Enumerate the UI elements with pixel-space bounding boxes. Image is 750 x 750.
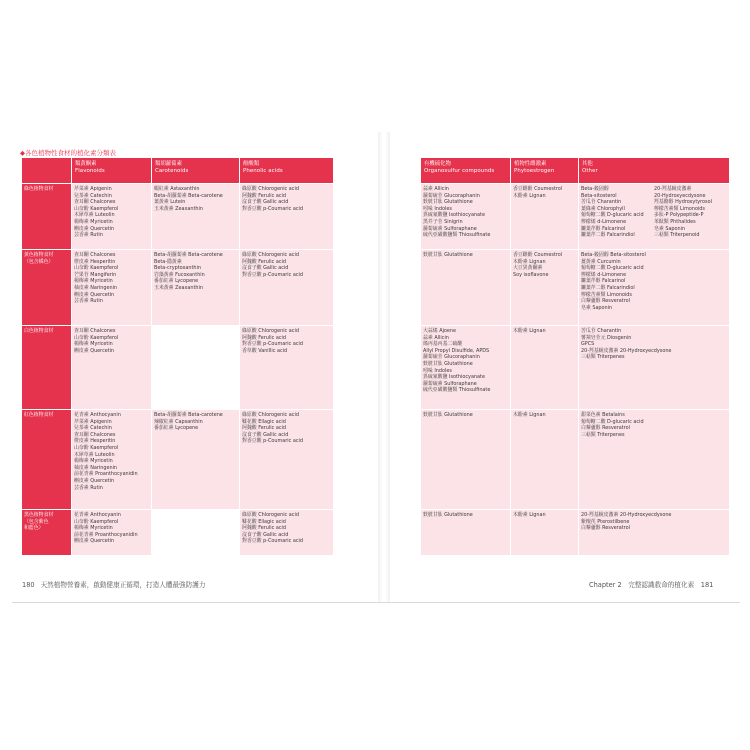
compound-entry: 沒食子酸 Gallic acid	[242, 531, 289, 538]
compound-entry: 山奈酚 Kaempferol	[74, 444, 119, 451]
compound-entry: 對香豆酸 p-Coumaric acid	[242, 438, 304, 445]
compound-entry: 甜菜色素 Betalains	[581, 412, 625, 418]
flavonoids-cell	[72, 184, 152, 250]
table-row	[421, 250, 730, 326]
row-label	[22, 250, 72, 326]
compound-entry: Beta-sitosterol	[581, 192, 617, 199]
row-label	[22, 410, 72, 510]
compound-entry: 芒果苷 Mangiferin	[74, 271, 117, 278]
compound-entry: 鐮葉芹醇 Falcarinol	[581, 278, 626, 285]
compound-entry: 槲皮素 Quercetin	[74, 538, 115, 545]
compound-entry: 黑芥子苷 Sinigrin	[423, 218, 463, 225]
header-carotenoids: 類胡蘿蔔素 Carotenoids	[152, 158, 240, 184]
compound-entry: 辣椒紅素 Capsanthin	[154, 418, 203, 425]
right-header-row	[421, 158, 730, 184]
compound-entry: 番茄紅素 Lycopene	[154, 278, 199, 285]
compound-entry: 葉黃素 Lutein	[154, 199, 186, 206]
row-label-line: （包含紫色	[24, 518, 49, 525]
compound-entry: 白藜蘆醇 Resveratrol	[581, 525, 630, 532]
compound-entry: 柚皮素 Naringenin	[74, 464, 118, 471]
compound-entry: 芸香素 Rutin	[74, 298, 103, 305]
compound-entry: 蝦紅素 Astaxanthin	[154, 186, 200, 192]
compound-entry: Beta-穀固醇	[581, 186, 609, 192]
compound-entry: 20-Hydroxyecdysone	[654, 192, 706, 199]
compound-entry: 硫代亞磺酸鹽類 Thiosulfinate	[423, 387, 491, 394]
header-phenolic-acids: 酚酸類 Phenolic acids	[240, 158, 334, 184]
other-cell	[579, 326, 730, 410]
compound-entry: 異硫氰酸鹽 Isothiocyanate	[423, 212, 485, 219]
compound-entry: 橙皮素 Hesperitin	[74, 438, 116, 445]
phytoestrogen-cell	[511, 510, 579, 556]
compound-entry: 橙皮素 Hesperitin	[74, 258, 116, 265]
table-row	[421, 184, 730, 250]
compound-entry: 烯丙基丙基二硫醚	[423, 341, 463, 348]
compound-entry: 槲皮素 Quercetin	[74, 477, 115, 484]
compound-entry: 三萜類 Triterpenes	[581, 431, 625, 438]
compound-entry: 綠原酸 Chlorogenic acid	[242, 328, 299, 334]
header-other: 其他 Other	[579, 158, 730, 184]
carotenoids-cell	[152, 410, 240, 510]
compound-entry: 綠原酸 Chlorogenic acid	[242, 186, 299, 192]
phytoestrogen-cell	[511, 326, 579, 410]
compound-entry: Beta-胡蘿蔔素 Beta-carotene	[154, 252, 223, 258]
row-label-line: 白色植物食材	[24, 328, 54, 334]
page-number-left: 180	[22, 581, 35, 589]
compound-entry: 阿魏酸 Ferulic acid	[242, 334, 287, 341]
carotenoids-cell	[152, 510, 240, 556]
row-label-line: 紅色植物食材	[24, 412, 54, 418]
compound-entry: 芸香素 Rutin	[74, 232, 103, 239]
compound-entry: GPCS	[581, 341, 595, 348]
organosulfur-cell	[421, 184, 511, 250]
compound-entry: 皂素 Saponin	[581, 304, 613, 311]
compound-entry: 苦瓜苷 Charantin	[581, 199, 622, 206]
other-cell	[579, 510, 730, 556]
compound-entry: 查耳酮 Chalcones	[74, 328, 116, 334]
footer-left-text: 天然植物營養素，啟動健康正循環，打造人體最強防護力	[40, 581, 206, 589]
row-label-line: 綠色植物食材	[24, 186, 54, 192]
compound-entry: 沒食子酸 Gallic acid	[242, 265, 289, 272]
row-label	[22, 510, 72, 556]
compound-entry: 皂素 Saponin	[654, 225, 686, 232]
compound-entry: 葡萄糖二酸 D-glucaric acid	[581, 418, 644, 425]
table-row	[22, 510, 334, 556]
compound-entry: 三萜類 Triterpenoid	[654, 232, 700, 239]
compound-entry: 葡萄糖二酸 D-glucaric acid	[581, 212, 644, 219]
phenolic-cell	[240, 410, 334, 510]
compound-entry: 木酚素 Lignan	[513, 192, 546, 199]
compound-entry: 檸檬烯 d-Limonene	[581, 271, 627, 278]
left-header-row	[22, 158, 334, 184]
compound-entry: Beta-隱黃素	[154, 258, 182, 265]
carotenoids-cell	[152, 326, 240, 410]
compound-entry: 木酚素 Lignan	[513, 328, 546, 334]
footer-right-text: Chapter 2 完整認識救命的植化素	[589, 581, 695, 589]
header-organosulfur: 有機硫化物 Organosulfur compounds	[421, 158, 511, 184]
compound-entry: 楊梅素 Myricetin	[74, 218, 113, 225]
phenolic-cell	[240, 184, 334, 250]
compound-entry: 山奈酚 Kaempferol	[74, 265, 119, 272]
compound-entry: 前花青素 Proanthocyanidin	[74, 531, 138, 538]
compound-entry: 花青素 Anthocyanin	[74, 512, 121, 518]
compound-entry: 薑黃素 Curcumin	[581, 258, 621, 265]
compound-entry: 木酚素 Lignan	[513, 412, 546, 418]
compound-entry: 楊梅素 Myricetin	[74, 525, 113, 532]
compound-entry: 異硫氰酸鹽 Isothiocyanate	[423, 374, 485, 381]
compound-entry: 麩胱甘肽 Glutathione	[423, 252, 473, 258]
flavonoids-cell	[72, 510, 152, 556]
table-row	[421, 326, 730, 410]
left-corner-cell	[22, 158, 72, 184]
compound-entry: 硫代亞磺酸鹽類 Thiosulfinate	[423, 232, 491, 239]
compound-entry: 鐮葉芹二醇 Falcarindiol	[581, 284, 635, 291]
compound-entry: 蘿蔔硫苷 Glucoraphanin	[423, 192, 480, 199]
compound-entry: 檸檬烯 d-Limonene	[581, 218, 627, 225]
compound-entry: 檸檬苦素類 Limonoids	[654, 205, 705, 212]
compound-entry: 阿魏酸 Ferulic acid	[242, 525, 287, 532]
compound-entry: 鐮葉芹二醇 Falcarindiol	[581, 232, 635, 239]
compound-entry: 番茄紅素 Lycopene	[154, 425, 199, 432]
compound-entry: 槲皮素 Quercetin	[74, 225, 115, 232]
left-phytochemical-table	[21, 157, 334, 556]
page-number-right: 181	[700, 581, 714, 589]
compound-entry: 對香豆酸 p-Coumaric acid	[242, 538, 304, 545]
compound-entry: 山奈酚 Kaempferol	[74, 518, 119, 525]
organosulfur-cell	[421, 250, 511, 326]
compound-entry: 大豆異黃酮素	[513, 265, 543, 272]
compound-entry: 兒茶素 Catechin	[74, 192, 112, 199]
compound-entry: 阿魏酸 Ferulic acid	[242, 425, 287, 432]
row-label	[22, 326, 72, 410]
compound-entry: Beta-胡蘿蔔素 Beta-carotene	[154, 192, 223, 199]
compound-entry: Beta-穀固醇 Beta-sitosterol	[581, 252, 646, 258]
phenolic-cell	[240, 510, 334, 556]
compound-entry: 蘿蔔硫苷 Glucoraphanin	[423, 354, 480, 361]
compound-entry: Beta-胡蘿蔔素 Beta-carotene	[154, 412, 223, 418]
compound-entry: 阿魏酸 Ferulic acid	[242, 258, 287, 265]
header-phytoestrogen: 植物性雌激素 Phytoestrogen	[511, 158, 579, 184]
compound-entry: 香豆雌酚 Coumestrol	[513, 252, 563, 258]
other-cell	[579, 184, 730, 250]
compound-entry: 沒食子酸 Gallic acid	[242, 431, 289, 438]
table-row	[22, 250, 334, 326]
compound-entry: 綠原酸 Chlorogenic acid	[242, 252, 299, 258]
compound-entry: 花青素 Anthocyanin	[74, 412, 121, 418]
compound-entry: 木犀草素 Luteolin	[74, 451, 115, 458]
compound-entry: 木酚素 Lignan	[513, 258, 546, 265]
compound-entry: 香草酸 Vanillic acid	[242, 347, 288, 354]
compound-entry: 白藜蘆醇 Resveratrol	[581, 425, 630, 432]
compound-entry: 紫檀芪 Pterostilbene	[581, 518, 630, 525]
organosulfur-cell	[421, 326, 511, 410]
compound-entry: 芸香素 Rutin	[74, 484, 103, 491]
compound-entry: 香豆雌酚 Coumestrol	[513, 186, 563, 192]
phytoestrogen-cell	[511, 410, 579, 510]
compound-entry: 楊梅素 Myricetin	[74, 341, 113, 348]
compound-entry: 羥基酪醇 Hydroxytyrosol	[654, 199, 712, 206]
compound-entry: 查耳酮 Chalcones	[74, 431, 116, 438]
compound-entry: 麩胱甘肽 Glutathione	[423, 512, 473, 518]
row-label-line: 黃色植物食材	[24, 252, 54, 258]
table-row	[22, 410, 334, 510]
compound-entry: 吲哚 Indoles	[423, 367, 452, 374]
compound-entry: 綠原酸 Chlorogenic acid	[242, 412, 299, 418]
other-col-a	[581, 186, 654, 239]
compound-entry: 山奈酚 Kaempferol	[74, 205, 119, 212]
compound-entry: 檸檬苦素類 Limonoids	[581, 291, 632, 298]
compound-entry: Beta-cryptoxanthin	[154, 265, 201, 272]
compound-entry: 三萜類 Triterpenes	[581, 354, 625, 361]
table-row	[421, 410, 730, 510]
organosulfur-cell	[421, 510, 511, 556]
row-label	[22, 184, 72, 250]
compound-entry: 芹菜素 Apigenin	[74, 186, 112, 192]
compound-entry: 山奈酚 Kaempferol	[74, 334, 119, 341]
compound-entry: Soy isoflavone	[513, 271, 549, 278]
other-cell	[579, 410, 730, 510]
table-row	[421, 510, 730, 556]
compound-entry: 查耳酮 Chalcones	[74, 199, 116, 206]
compound-entry: 苦瓜苷 Charantin	[581, 328, 622, 334]
compound-entry: 蘿蔔硫素 Sulforaphane	[423, 225, 477, 232]
compound-entry: 鞣花酸 Ellagic acid	[242, 518, 286, 525]
organosulfur-cell	[421, 410, 511, 510]
compound-entry: 綠原酸 Chlorogenic acid	[242, 512, 299, 518]
table-row	[22, 326, 334, 410]
footer-right	[589, 579, 713, 589]
compound-entry: 蒜素 Allicin	[423, 334, 449, 341]
compound-entry: 玉米黃素 Zeaxanthin	[154, 205, 203, 212]
compound-entry: 楊梅素 Myricetin	[74, 458, 113, 465]
compound-entry: 楊梅素 Myricetin	[74, 278, 113, 285]
book-gutter	[378, 132, 390, 602]
phytoestrogen-cell	[511, 250, 579, 326]
other-col-b	[654, 186, 727, 239]
phytoestrogen-cell	[511, 184, 579, 250]
compound-entry: 大蒜烯 Ajoene	[423, 328, 457, 334]
section-title: ◆各色植物性食材的植化素分類表	[20, 149, 116, 157]
compound-entry: 麩胱甘肽 Glutathione	[423, 199, 473, 206]
compound-entry: 芹菜素 Apigenin	[74, 418, 112, 425]
compound-entry: 兒茶素 Catechin	[74, 425, 112, 432]
flavonoids-cell	[72, 326, 152, 410]
compound-entry: 麩胱甘肽 Glutathione	[423, 412, 473, 418]
compound-entry: 吲哚 Indoles	[423, 205, 452, 212]
row-label-line: （包含橘色）	[24, 258, 54, 265]
compound-entry: 槲皮素 Quercetin	[74, 291, 115, 298]
compound-entry: 沒食子酸 Gallic acid	[242, 199, 289, 206]
compound-entry: 對香豆酸 p-Coumaric acid	[242, 205, 304, 212]
other-cell	[579, 250, 730, 326]
compound-entry: 苯酞類 Phthalides	[654, 218, 696, 225]
footer-left	[22, 579, 205, 589]
header-flavonoids: 類黃酮素 Flavonoids	[72, 158, 152, 184]
table-row	[22, 184, 334, 250]
compound-entry: 白藜蘆醇 Resveratrol	[581, 298, 630, 305]
compound-entry: 鐮葉芹醇 Falcarinol	[581, 225, 626, 232]
compound-entry: 20-羥基蛻皮激素 20-Hydroxyecdysone	[581, 347, 672, 354]
flavonoids-cell	[72, 410, 152, 510]
compound-entry: 麩胱甘肽 Glutathione	[423, 360, 473, 367]
compound-entry: 蒜素 Allicin	[423, 186, 449, 192]
compound-entry: 葡萄糖二酸 D-glucaric acid	[581, 265, 644, 272]
compound-entry: 岩藻黃素 Fucoxanthin	[154, 271, 205, 278]
carotenoids-cell	[152, 250, 240, 326]
compound-entry: 薯蕷皂苷元 Diosgenin	[581, 334, 632, 341]
flavonoids-cell	[72, 250, 152, 326]
phenolic-cell	[240, 326, 334, 410]
compound-entry: 前花青素 Proanthocyanidin	[74, 471, 138, 478]
compound-entry: 葉綠素 Chlorophyll	[581, 205, 625, 212]
compound-entry: 玉米黃素 Zeaxanthin	[154, 284, 203, 291]
compound-entry: 多肽-P Polypeptide-P	[654, 212, 704, 219]
row-label-line: 和藍色）	[24, 525, 44, 532]
compound-entry: 鞣花酸 Ellagic acid	[242, 418, 286, 425]
right-phytochemical-table	[420, 157, 730, 556]
compound-entry: 柚皮素 Naringenin	[74, 284, 118, 291]
compound-entry: 槲皮素 Quercetin	[74, 347, 115, 354]
compound-entry: 查耳酮 Chalcones	[74, 252, 116, 258]
compound-entry: Allyl Propyl Disulfide, APDS	[423, 347, 490, 354]
compound-entry: 木酚素 Lignan	[513, 512, 546, 518]
compound-entry: 阿魏酸 Ferulic acid	[242, 192, 287, 199]
compound-entry: 蘿蔔硫素 Sulforaphane	[423, 380, 477, 387]
compound-entry: 20-羥基蛻皮激素	[654, 186, 692, 192]
compound-entry: 20-羥基蛻皮激素 20-Hydroxyecdysone	[581, 512, 672, 518]
row-label-line: 黑色植物食材	[24, 512, 54, 518]
compound-entry: 對香豆酸 p-Coumaric acid	[242, 271, 304, 278]
compound-entry: 木犀草素 Luteolin	[74, 212, 115, 219]
compound-entry: 對香豆酸 p-Coumaric acid	[242, 341, 304, 348]
phenolic-cell	[240, 250, 334, 326]
carotenoids-cell	[152, 184, 240, 250]
